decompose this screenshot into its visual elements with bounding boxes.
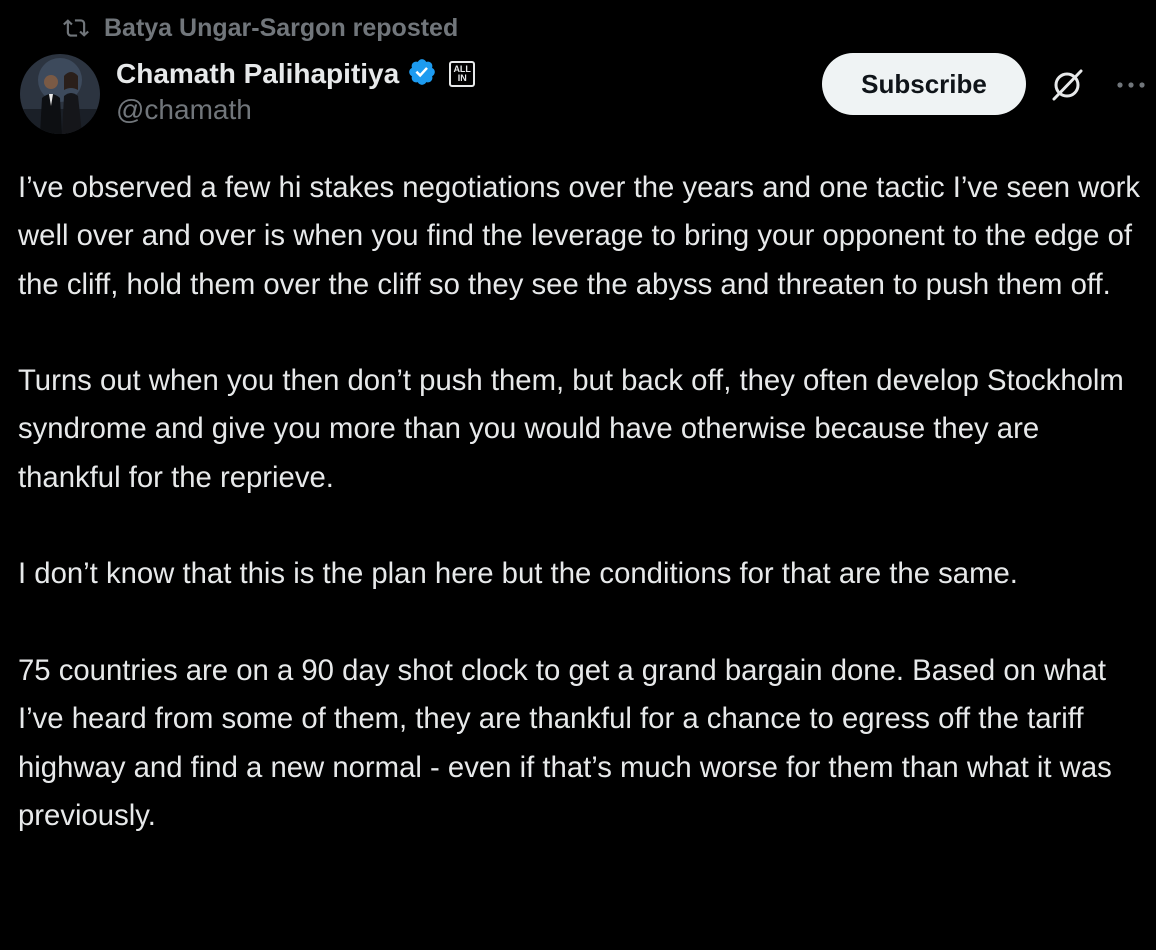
grok-icon[interactable] — [1050, 68, 1084, 102]
tweet-paragraph: I don’t know that this is the plan here but the conditions for that are the same. — [18, 557, 1018, 591]
affiliate-badge-line1: ALL — [453, 64, 471, 74]
author-display-name[interactable]: Chamath Palihapitiya — [116, 58, 400, 89]
author-handle[interactable]: @chamath — [116, 94, 252, 125]
all-in-affiliate-badge[interactable] — [449, 61, 475, 87]
author-name-row — [116, 54, 475, 94]
repost-context[interactable] — [62, 10, 458, 46]
subscribe-button[interactable]: Subscribe — [822, 53, 1026, 115]
tweet-paragraph: I’ve observed a few hi stakes negotiations over the years and one tactic I’ve seen work well over and over is when you find the leverage to bring your opponent to the edge of the cliff, hold them over the cliff so they see the abyss and threaten to push them off. — [18, 171, 1141, 301]
repost-icon — [62, 15, 90, 41]
avatar[interactable] — [20, 54, 100, 134]
verified-badge-icon[interactable] — [407, 57, 437, 92]
repost-label: Batya Ungar-Sargon reposted — [104, 13, 459, 42]
tweet-text — [18, 164, 1142, 888]
tweet-paragraph: 75 countries are on a 90 day shot clock to get a grand bargain done. Based on what I’ve heard from some of them, they are thankful for a chance to egress off the tariff highway and find a new normal - even if that’s much worse for them than what it was previously. — [18, 653, 1112, 832]
tweet-paragraph: Turns out when you then don’t push them, but back off, they often develop Stockholm syndrome and give you more than you would have otherwise because they are thankful for the reprieve. — [18, 364, 1124, 494]
affiliate-badge-line2: IN — [457, 73, 467, 83]
more-icon[interactable] — [1114, 70, 1148, 100]
